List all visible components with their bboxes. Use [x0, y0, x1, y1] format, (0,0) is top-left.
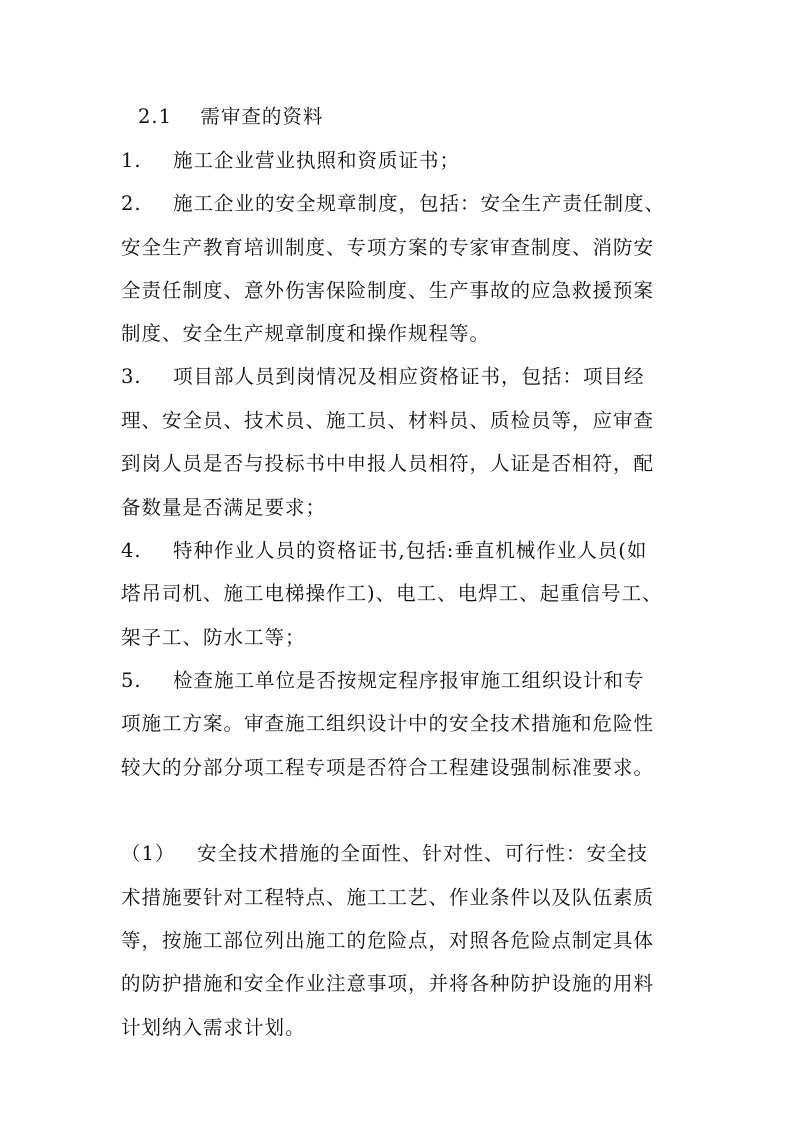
item-text-line: 术措施要针对工程特点、施工工艺、作业条件以及队伍素质: [121, 886, 655, 909]
item-text-line: 架子工、防水工等；: [121, 626, 306, 649]
section-number: 2.1: [138, 105, 173, 128]
item-text-line: 安全生产教育培训制度、专项方案的专家审查制度、消防安: [121, 236, 655, 259]
item-number: 3.: [121, 365, 142, 388]
item-text-line: 检查施工单位是否按规定程序报审施工组织设计和专: [173, 669, 645, 692]
list-item-3: [121, 365, 645, 389]
item-text-line: 理、安全员、技术员、施工员、材料员、质检员等，应审查: [121, 409, 655, 432]
section-title: 需审查的资料: [200, 105, 324, 128]
item-text-line: 备数量是否满足要求；: [121, 496, 327, 519]
item-number: 2.: [121, 192, 142, 215]
list-item-1: [121, 149, 460, 173]
list-item-2: [121, 192, 665, 216]
item-text-line: 施工企业营业执照和资质证书；: [173, 149, 461, 172]
item-text-line: 制度、安全生产规章制度和操作规程等。: [121, 322, 491, 345]
item-text-line: 的防护措施和安全作业注意事项，并将各种防护设施的用料: [121, 972, 655, 995]
sub-item-number: （1）: [121, 842, 176, 865]
list-item-4: [121, 539, 647, 563]
item-text-line: 安全技术措施的全面性、针对性、可行性：安全技: [197, 842, 649, 865]
sub-item-1: [121, 842, 648, 866]
list-item-5: [121, 669, 645, 693]
section-heading: [138, 105, 323, 129]
item-text-line: 全责任制度、意外伤害保险制度、生产事故的应急救援预案: [121, 279, 655, 302]
item-number: 5.: [121, 669, 142, 692]
item-number: 1.: [121, 149, 142, 172]
item-text-line: 特种作业人员的资格证书,包括:垂直机械作业人员(如: [173, 539, 648, 562]
item-text-line: 到岗人员是否与投标书中申报人员相符，人证是否相符，配: [121, 452, 655, 475]
item-text-line: 塔吊司机、施工电梯操作工)、电工、电焊工、起重信号工、: [121, 582, 663, 605]
item-text-line: 项施工方案。审查施工组织设计中的安全技术措施和危险性: [121, 712, 655, 735]
item-text-line: 项目部人员到岗情况及相应资格证书，包括：项目经: [173, 365, 645, 388]
item-text-line: 较大的分部分项工程专项是否符合工程建设强制标准要求。: [121, 756, 655, 779]
item-number: 4.: [121, 539, 142, 562]
item-text-line: 施工企业的安全规章制度，包括：安全生产责任制度、: [173, 192, 666, 215]
item-text-line: 计划纳入需求计划。: [121, 1016, 306, 1039]
item-text-line: 等，按施工部位列出施工的危险点，对照各危险点制定具体: [121, 929, 655, 952]
